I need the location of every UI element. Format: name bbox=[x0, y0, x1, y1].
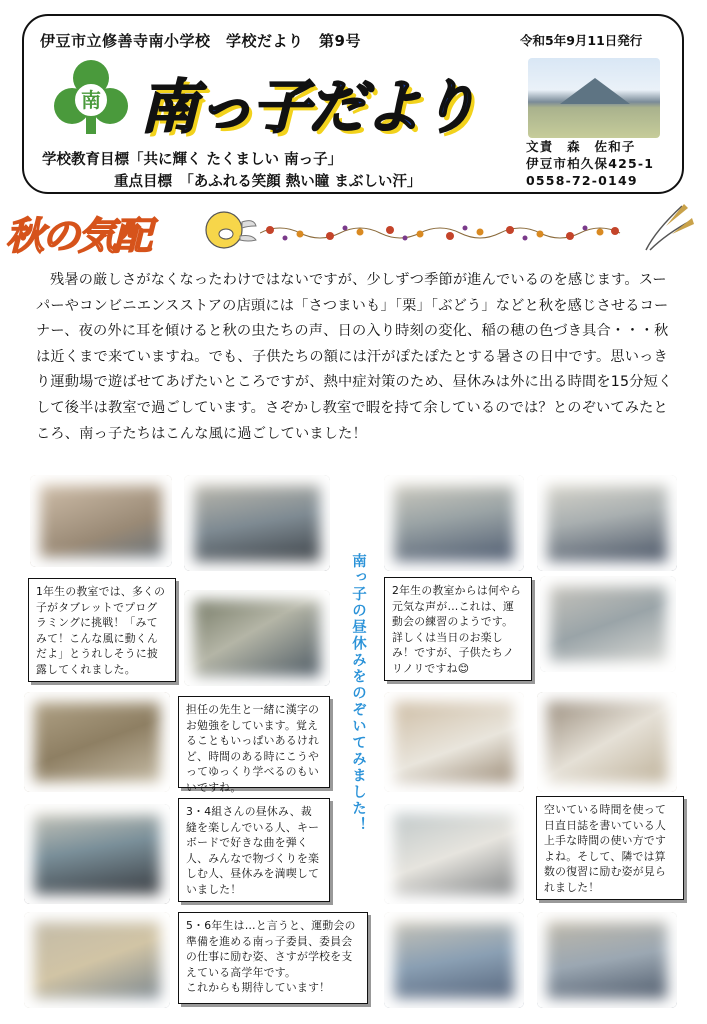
moon-rabbit-icon bbox=[202, 208, 258, 252]
logo-char: 南 bbox=[81, 88, 101, 112]
photo-grade2-dance bbox=[384, 475, 524, 571]
autumn-leaf-garland-icon bbox=[260, 218, 630, 248]
pampas-grass-icon bbox=[636, 200, 696, 252]
photo-grade2-practice bbox=[537, 475, 677, 571]
caption-diary: 空いている時間を使って日直日誌を書いている人上手な時間の使い方ですよね。そして、隣では算数の復習に励む姿が見られました！ bbox=[536, 796, 684, 900]
school-issue-line: 伊豆市立修善寺南小学校 学校だより 第9号 bbox=[40, 32, 361, 50]
caption-grade1: 1年生の教室では、多くの子がタブレットでプログラミングに挑戦！「みてみて！こんな風に動くんだよ」とうれしそうに披露してくれました。 bbox=[28, 578, 176, 682]
photo-grade2-kids bbox=[540, 576, 676, 672]
education-goal: 学校教育目標「共に輝く たくましい 南っ子」 bbox=[42, 152, 343, 168]
photo-grade1-group bbox=[184, 590, 330, 686]
caption-grade56: 5・6年生は…と言うと、運動会の準備を進める南っ子委員、委員会の仕事に励む姿、さすが学校を支えている高学年です。 これからも期待しています！ bbox=[178, 912, 368, 1004]
school-address: 伊豆市柏久保425-1 bbox=[526, 156, 655, 171]
responsible-person: 文責 森 佐和子 bbox=[526, 139, 636, 154]
school-logo-icon bbox=[50, 56, 132, 138]
photo-grade1-tablets bbox=[30, 475, 172, 567]
vertical-feature-title: 南っ子の昼休みをのぞいてみました！ bbox=[350, 553, 366, 834]
photo-kanji-study bbox=[384, 692, 524, 792]
photo-grade1-laptops bbox=[184, 475, 330, 571]
caption-grade2: 2年生の教室からは何やら元気な声が…これは、運動会の練習のようです。詳しくは当日のお楽しみ！ですが、子供たちノリノリですね😊 bbox=[384, 577, 532, 681]
mount-fuji-photo bbox=[528, 58, 660, 138]
section-heading: 秋の気配 bbox=[6, 214, 151, 258]
responsible-info bbox=[526, 138, 654, 189]
photo-committee-work bbox=[537, 912, 677, 1008]
priority-goal: 重点目標 「あふれる笑顔 熱い瞳 まぶしい汗」 bbox=[114, 174, 422, 190]
photo-keyboard bbox=[24, 804, 170, 904]
photo-sewing bbox=[24, 692, 170, 792]
photo-diary-writing bbox=[384, 804, 524, 904]
photo-grade56-floor bbox=[24, 912, 170, 1008]
caption-grade34: 3・4組さんの昼休み、裁縫を楽しんでいる人、キーボードで好きな曲を弾く人、みんなで物づくりを楽しむ人、昼休みを満喫していました！ bbox=[178, 798, 330, 902]
newsletter-title: 南っ子だより bbox=[140, 73, 477, 141]
photo-teacher-help bbox=[537, 692, 677, 792]
intro-paragraph: 残暑の厳しさがなくなったわけではないですが、少しずつ季節が進んでいるのを感じます。スーパーやコンビニエンスストアの店頭には「さつまいも」「栗」「ぶどう」などと秋を感じさせるコーナー、夜の外に耳を傾けると秋の虫たちの声、日の入り時刻の変化、稲の穂の色づき具合・・・秋は近くまで来ていますね。でも、子供たちの額には汗がぽたぽたとする暑さの日中です。思いっきり運動場で遊ばせてあげたいところですが、熱中症対策のため、昼休みは外に出る時間を15分短くして後半は教室で過ごしています。さぞかし教室で暇を持て余しているのでは？とのぞいてみたところ、南っ子たちはこんな風に過ごしていました！ bbox=[36, 272, 673, 442]
photo-committee bbox=[384, 912, 524, 1008]
caption-kanji: 担任の先生と一緒に漢字のお勉強をしています。覚えることもいっぱいあるけれど、時間のある時にこうやってゆっくり学べるのもいいですね。 bbox=[178, 696, 330, 788]
school-phone: 0558-72-0149 bbox=[526, 173, 638, 188]
issue-date: 令和5年9月11日発行 bbox=[520, 33, 643, 48]
